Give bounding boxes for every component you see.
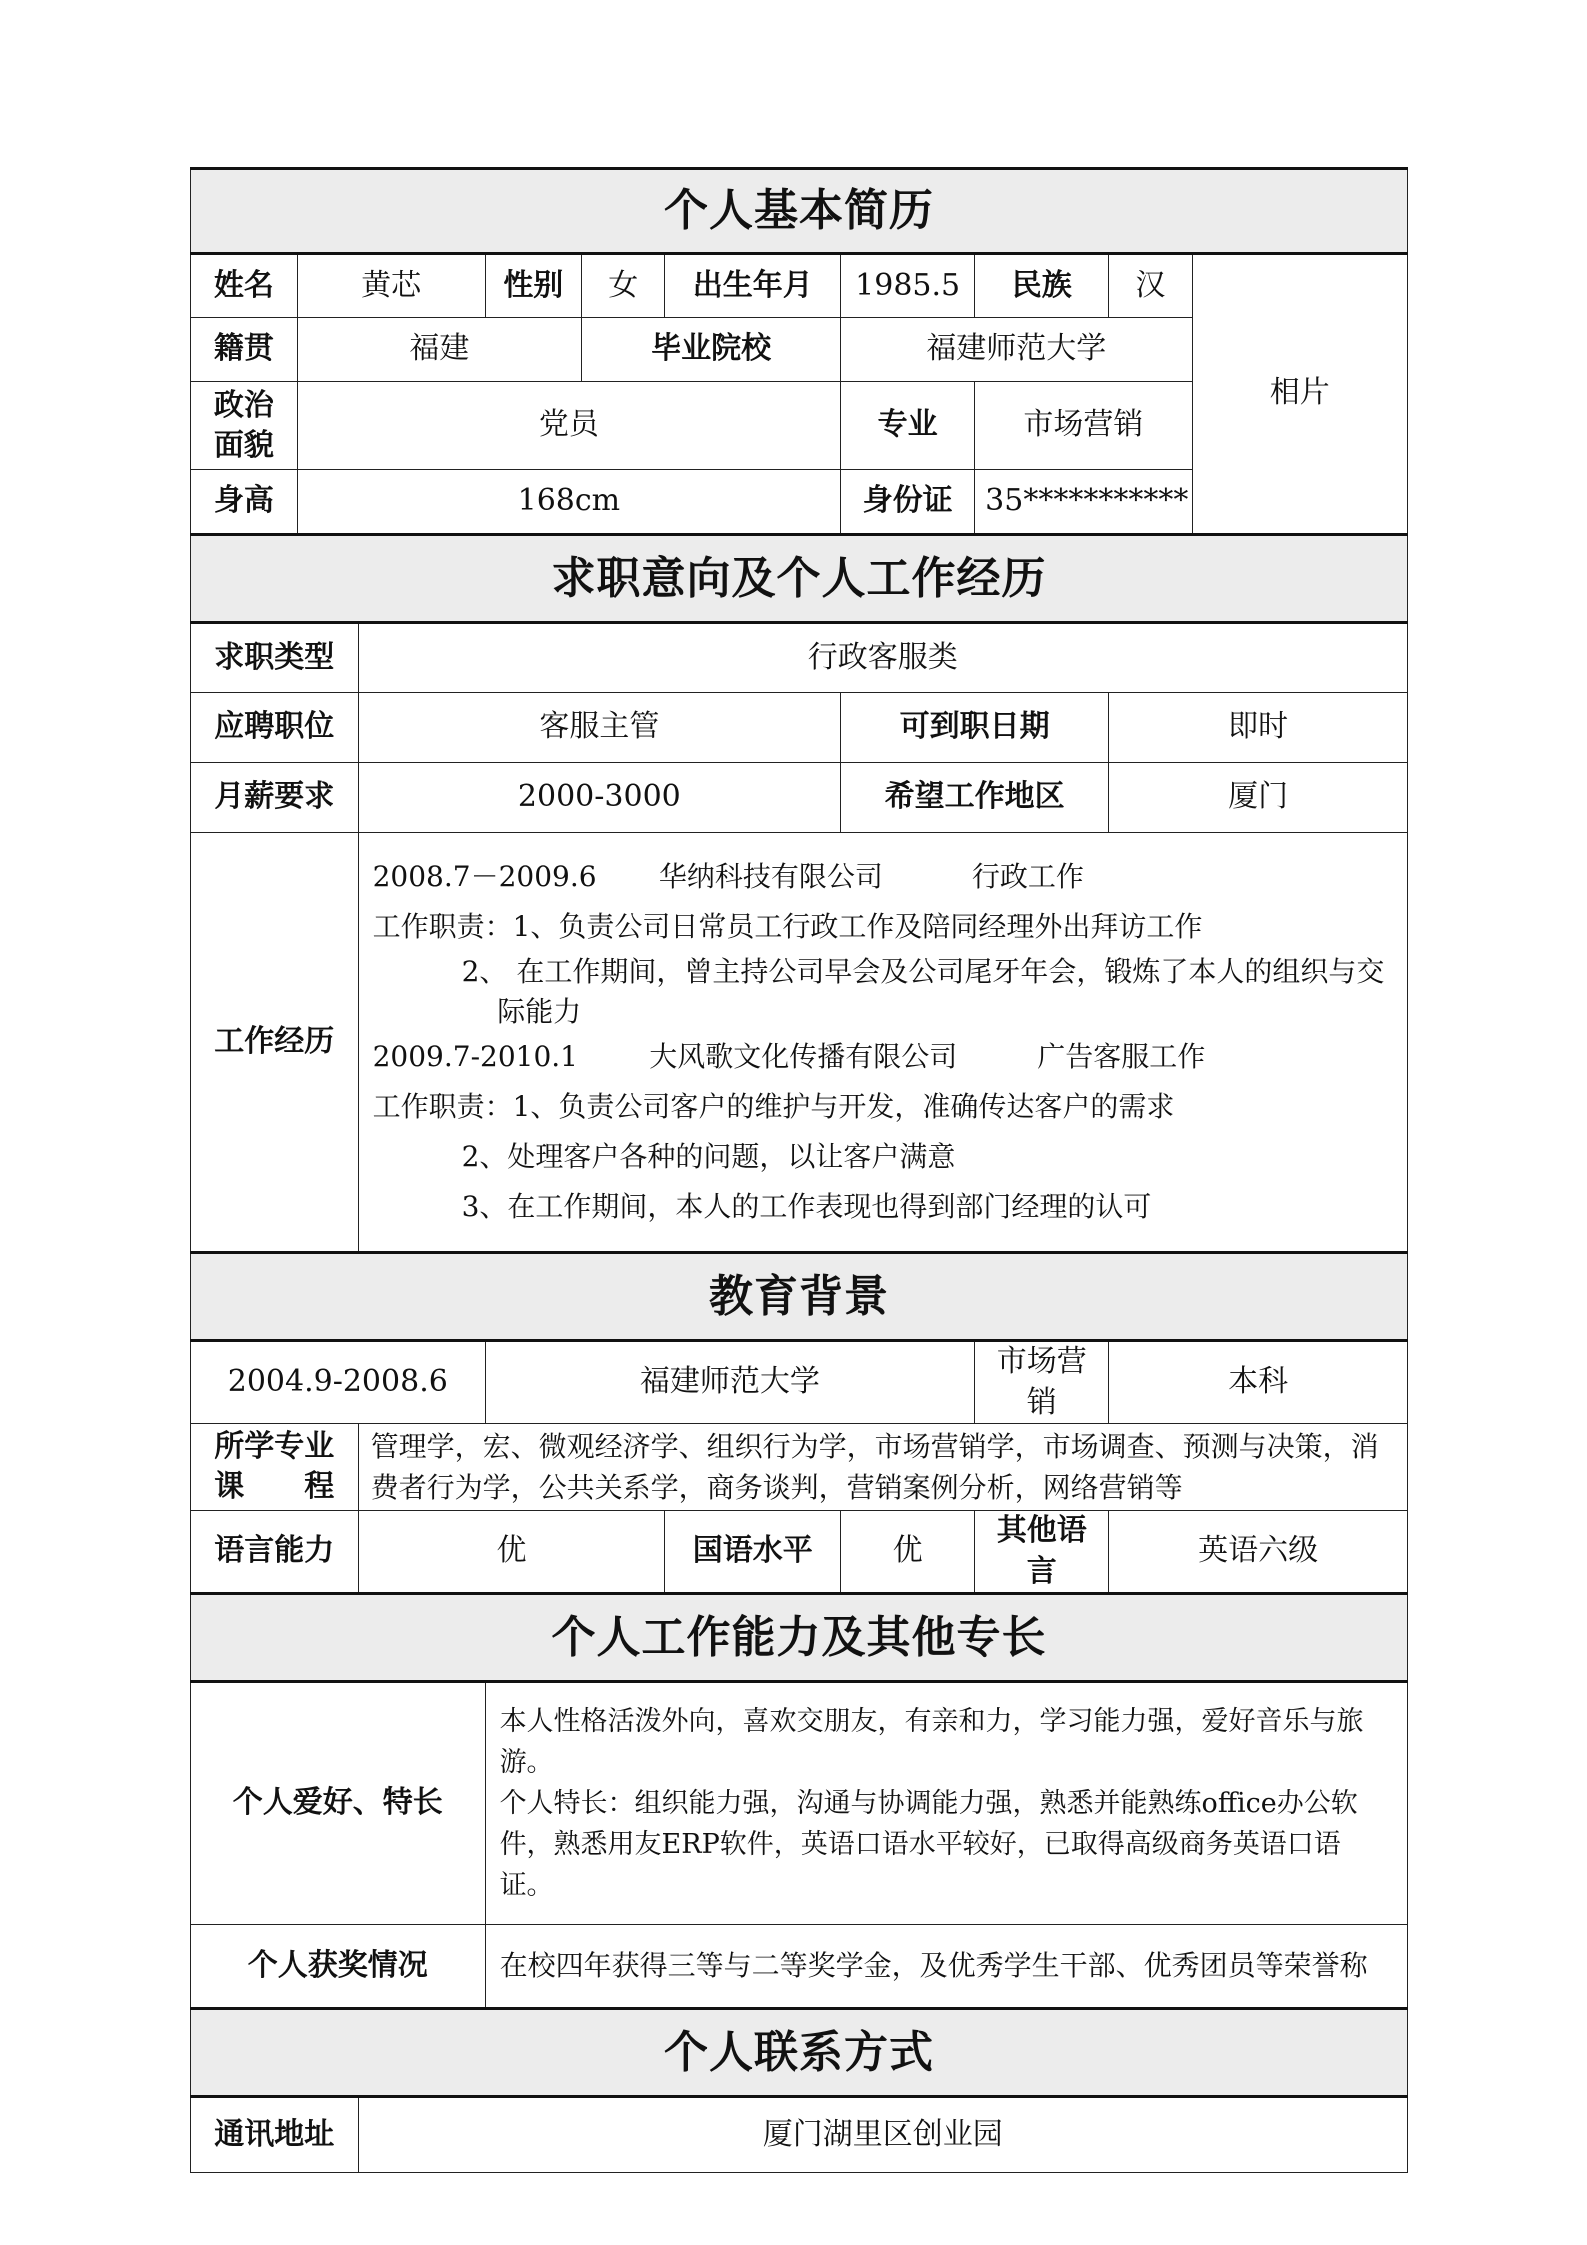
- experience-line: 2009.7-2010.1 大风歌文化传播有限公司 广告客服工作: [372, 1040, 1206, 1073]
- courses-label-line1: 所学专业: [214, 1429, 335, 1464]
- political-value: 党员: [297, 382, 840, 470]
- id-label: 身份证: [841, 470, 975, 535]
- gender-value: 女: [582, 254, 665, 318]
- experience-line: 2、处理客户各种的问题，以让客户满意: [372, 1140, 956, 1173]
- hobby-line: 个人特长：组织能力强，沟通与协调能力强，熟悉并能熟练office办公软件，熟悉用友ERP软件，英语口语水平较好，已取得高级商务英语口语证。: [499, 1788, 1358, 1901]
- salary-label: 月薪要求: [191, 763, 359, 833]
- other-language-value: 英语六级: [1109, 1511, 1408, 1594]
- political-label-line1: 政治: [213, 387, 274, 423]
- hobby-line: 本人性格活泼外向，喜欢交朋友，有亲和力，学习能力强，爱好音乐与旅游。: [499, 1706, 1364, 1778]
- mandarin-label: 国语水平: [665, 1511, 841, 1594]
- work-experience-label: 工作经历: [191, 833, 359, 1253]
- address-value: 厦门湖里区创业园: [358, 2097, 1407, 2173]
- language-label: 语言能力: [191, 1511, 359, 1594]
- major-value: 市场营销: [975, 382, 1192, 470]
- ethnic-value: 汉: [1109, 254, 1192, 318]
- start-date-label: 可到职日期: [841, 693, 1109, 763]
- origin-label: 籍贯: [191, 318, 298, 382]
- birth-label: 出生年月: [665, 254, 841, 318]
- hobby-content: [485, 1682, 1407, 1925]
- experience-line: 工作职责：1、负责公司客户的维护与开发，准确传达客户的需求: [372, 1090, 1175, 1123]
- id-value: 35***********: [975, 470, 1192, 535]
- other-language-label: 其他语言: [975, 1511, 1109, 1594]
- resume-table: [190, 167, 1408, 2173]
- work-experience-content: [358, 833, 1407, 1253]
- birth-value: 1985.5: [841, 254, 975, 318]
- courses-label: [191, 1424, 359, 1511]
- ethnic-label: 民族: [975, 254, 1109, 318]
- experience-line: 2、 在工作期间，曾主持公司早会及公司尾牙年会，锻炼了本人的组织与交: [372, 955, 1385, 988]
- experience-line: 际能力: [372, 995, 582, 1028]
- major-label: 专业: [841, 382, 975, 470]
- courses-value: 管理学，宏、微观经济学、组织行为学，市场营销学，市场调查、预测与决策，消费者行为学，公共关系学，商务谈判，营销案例分析，网络营销等: [358, 1424, 1407, 1511]
- position-label: 应聘职位: [191, 693, 359, 763]
- height-label: 身高: [191, 470, 298, 535]
- area-label: 希望工作地区: [841, 763, 1109, 833]
- edu-degree: 本科: [1109, 1341, 1408, 1424]
- edu-major: 市场营销: [975, 1341, 1109, 1424]
- experience-line: 2008.7－2009.6 华纳科技有限公司 行政工作: [372, 860, 1084, 893]
- edu-school: 福建师范大学: [485, 1341, 975, 1424]
- photo-placeholder: 相片: [1192, 254, 1407, 535]
- name-label: 姓名: [191, 254, 298, 318]
- start-date-value: 即时: [1109, 693, 1408, 763]
- address-label: 通讯地址: [191, 2097, 359, 2173]
- height-value: 168cm: [297, 470, 840, 535]
- award-value: 在校四年获得三等与二等奖学金，及优秀学生干部、优秀团员等荣誉称: [485, 1925, 1407, 2009]
- position-value: 客服主管: [358, 693, 841, 763]
- mandarin-value: 优: [841, 1511, 975, 1594]
- job-type-label: 求职类型: [191, 623, 359, 693]
- job-heading: 求职意向及个人工作经历: [191, 535, 1408, 623]
- contact-heading: 个人联系方式: [191, 2009, 1408, 2097]
- school-label: 毕业院校: [582, 318, 841, 382]
- school-value: 福建师范大学: [841, 318, 1192, 382]
- courses-label-line2: 课 程: [214, 1469, 335, 1504]
- resume-title: 个人基本简历: [191, 169, 1408, 254]
- political-label-line2: 面貌: [213, 427, 274, 463]
- origin-value: 福建: [297, 318, 581, 382]
- language-value: 优: [358, 1511, 665, 1594]
- name-value: 黄芯: [297, 254, 485, 318]
- job-type-value: 行政客服类: [358, 623, 1407, 693]
- ability-heading: 个人工作能力及其他专长: [191, 1594, 1408, 1682]
- hobby-label: 个人爱好、特长: [191, 1682, 486, 1925]
- area-value: 厦门: [1109, 763, 1408, 833]
- political-label: [191, 382, 298, 470]
- award-label: 个人获奖情况: [191, 1925, 486, 2009]
- gender-label: 性别: [485, 254, 582, 318]
- experience-line: 3、在工作期间，本人的工作表现也得到部门经理的认可: [372, 1190, 1152, 1223]
- edu-period: 2004.9-2008.6: [191, 1341, 486, 1424]
- experience-line: 工作职责：1、负责公司日常员工行政工作及陪同经理外出拜访工作: [372, 910, 1203, 943]
- salary-value: 2000-3000: [358, 763, 841, 833]
- education-heading: 教育背景: [191, 1253, 1408, 1341]
